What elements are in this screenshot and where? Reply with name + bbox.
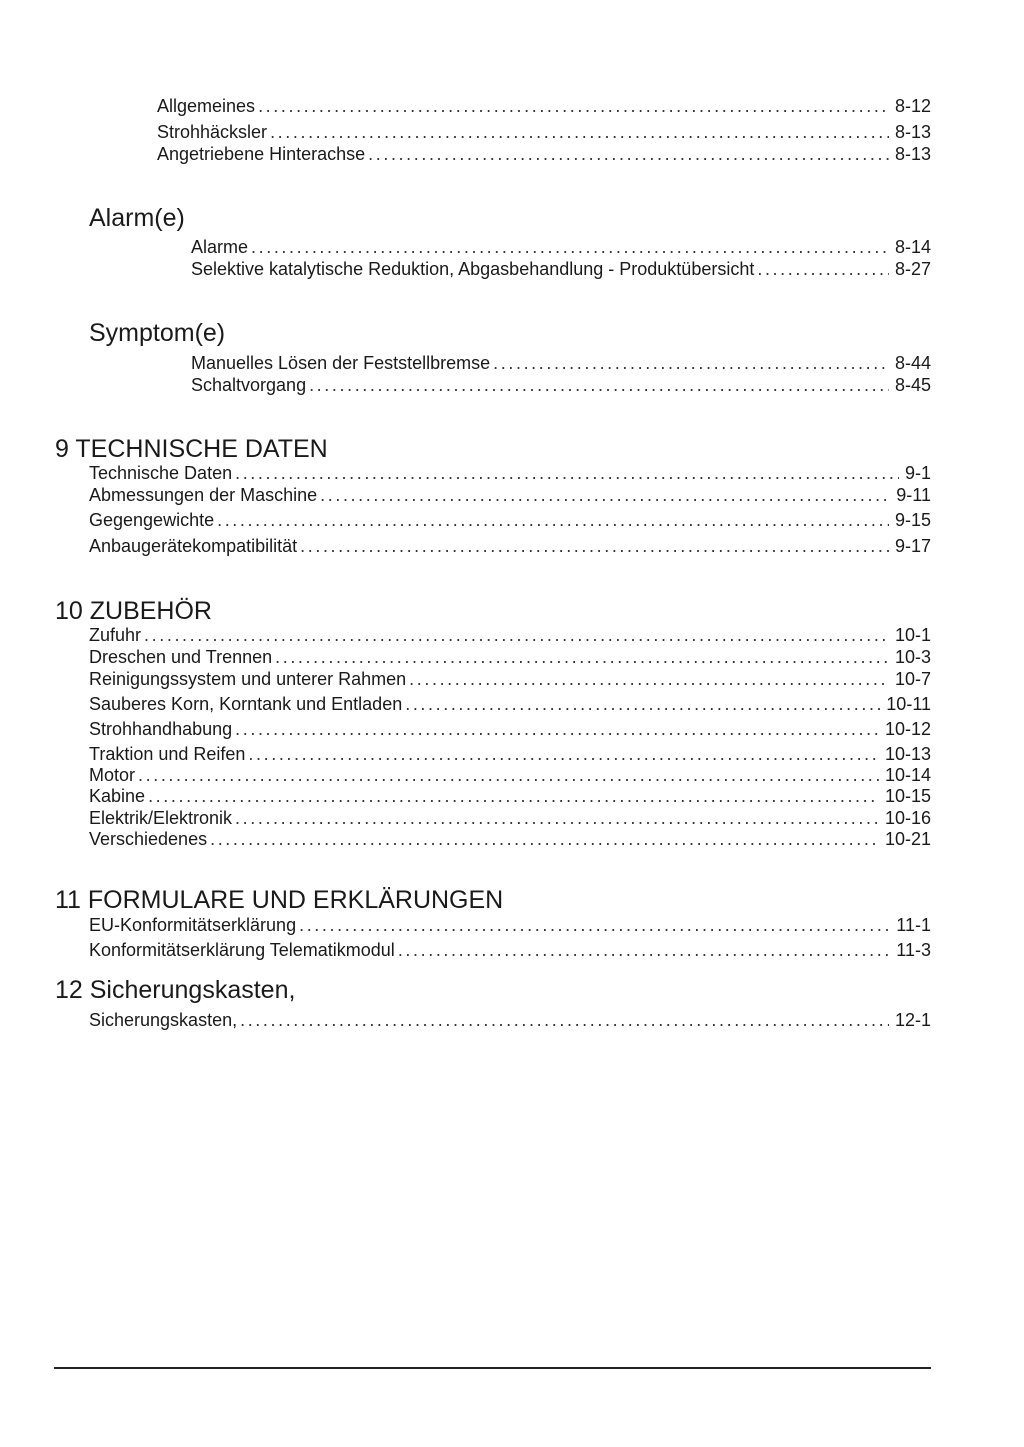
toc-entry-label: Manuelles Lösen der Feststellbremse — [191, 353, 491, 373]
toc-entry-page: 10-3 — [894, 647, 931, 667]
toc-entry[interactable] — [89, 785, 931, 807]
chapter-heading-9[interactable]: 9 TECHNISCHE DATEN — [55, 435, 328, 463]
dot-leader — [210, 828, 879, 850]
toc-entry-page: 9-1 — [904, 463, 931, 483]
toc-entry-label: Allgemeines — [157, 96, 256, 116]
toc-entry-label: Zufuhr — [89, 625, 142, 645]
toc-entry-label: Motor — [89, 765, 136, 785]
toc-entry-page: 8-12 — [894, 96, 931, 116]
toc-entry[interactable] — [89, 668, 931, 690]
toc-entry-page: 9-15 — [894, 510, 931, 530]
toc-entry-label: Elektrik/Elektronik — [89, 808, 233, 828]
dot-leader — [148, 785, 879, 807]
toc-entry[interactable] — [89, 624, 931, 646]
toc-entry-page: 8-44 — [894, 353, 931, 373]
toc-entry[interactable] — [89, 764, 931, 786]
toc-entry-label: EU-Konformitätserklärung — [89, 915, 297, 935]
toc-entry-label: Kabine — [89, 786, 146, 806]
toc-entry[interactable] — [191, 236, 931, 258]
dot-leader — [368, 143, 889, 165]
toc-entry-label: Angetriebene Hinterachse — [157, 144, 366, 164]
toc-entry-page: 10-7 — [894, 669, 931, 689]
toc-entry[interactable] — [89, 939, 931, 961]
toc-entry-label: Reinigungssystem und unterer Rahmen — [89, 669, 407, 689]
dot-leader — [320, 484, 890, 506]
footer-divider — [54, 1367, 931, 1369]
toc-entry[interactable] — [191, 352, 931, 374]
toc-entry-page: 9-17 — [894, 536, 931, 556]
toc-entry-label: Konformitätserklärung Telematikmodul — [89, 940, 395, 960]
dot-leader — [309, 374, 889, 396]
toc-entry-page: 11-3 — [896, 940, 931, 960]
toc-entry[interactable] — [89, 718, 931, 740]
toc-entry[interactable] — [89, 484, 931, 506]
toc-entry[interactable] — [89, 462, 931, 484]
chapter-heading-11[interactable]: 11 FORMULARE UND ERKLÄRUNGEN — [55, 886, 504, 914]
toc-entry-label: Strohhäcksler — [157, 122, 268, 142]
toc-entry-page: 10-11 — [886, 694, 931, 714]
dot-leader — [217, 509, 889, 531]
dot-leader — [258, 95, 889, 117]
toc-entry-label: Traktion und Reifen — [89, 744, 246, 764]
toc-entry[interactable] — [89, 828, 931, 850]
dot-leader — [299, 914, 890, 936]
toc-entry-label: Gegengewichte — [89, 510, 215, 530]
dot-leader — [409, 668, 889, 690]
toc-entry-label: Sauberes Korn, Korntank und Entladen — [89, 694, 403, 714]
toc-entry-page: 10-21 — [884, 829, 931, 849]
dot-leader — [240, 1009, 889, 1031]
dot-leader — [138, 764, 879, 786]
toc-entry[interactable] — [89, 1009, 931, 1031]
toc-entry[interactable] — [157, 121, 931, 143]
toc-entry-page: 8-14 — [894, 237, 931, 257]
dot-leader — [251, 236, 889, 258]
toc-entry[interactable] — [89, 807, 931, 829]
dot-leader — [275, 646, 889, 668]
chapter-heading-10[interactable]: 10 ZUBEHÖR — [55, 597, 212, 625]
toc-entry-label: Dreschen und Trennen — [89, 647, 273, 667]
toc-entry[interactable] — [89, 509, 931, 531]
dot-leader — [235, 807, 879, 829]
toc-entry-page: 9-11 — [896, 485, 931, 505]
toc-entry-page: 10-12 — [884, 719, 931, 739]
dot-leader — [144, 624, 889, 646]
dot-leader — [757, 258, 889, 280]
toc-entry-page: 8-27 — [894, 259, 931, 279]
dot-leader — [405, 693, 880, 715]
toc-entry-label: Selektive katalytische Reduktion, Abgasbehandlung - Produktübersicht — [191, 259, 755, 279]
toc-entry-page: 10-14 — [884, 765, 931, 785]
toc-entry[interactable] — [89, 535, 931, 557]
toc-entry-page: 10-15 — [884, 786, 931, 806]
toc-entry[interactable] — [89, 646, 931, 668]
chapter-heading-12[interactable]: 12 Sicherungskasten, — [55, 976, 296, 1004]
toc-entry[interactable] — [157, 143, 931, 165]
toc-entry-label: Alarme — [191, 237, 249, 257]
dot-leader — [398, 939, 890, 961]
toc-entry-label: Verschiedenes — [89, 829, 208, 849]
toc-entry[interactable] — [89, 743, 931, 765]
dot-leader — [493, 352, 889, 374]
dot-leader — [235, 462, 899, 484]
toc-entry-page: 8-13 — [894, 144, 931, 164]
toc-entry-page: 10-13 — [884, 744, 931, 764]
toc-entry[interactable] — [191, 258, 931, 280]
section-heading-alarm[interactable]: Alarm(e) — [89, 204, 185, 232]
dot-leader — [300, 535, 889, 557]
dot-leader — [235, 718, 879, 740]
toc-entry-label: Anbaugerätekompatibilität — [89, 536, 298, 556]
dot-leader — [270, 121, 889, 143]
toc-entry-page: 8-45 — [894, 375, 931, 395]
toc-entry-label: Strohhandhabung — [89, 719, 233, 739]
toc-entry-page: 11-1 — [896, 915, 931, 935]
toc-entry[interactable] — [191, 374, 931, 396]
toc-entry-page: 8-13 — [894, 122, 931, 142]
toc-entry[interactable] — [89, 914, 931, 936]
toc-entry[interactable] — [89, 693, 931, 715]
section-heading-symptom[interactable]: Symptom(e) — [89, 319, 226, 347]
toc-entry-label: Sicherungskasten, — [89, 1010, 238, 1030]
toc-entry-page: 12-1 — [894, 1010, 931, 1030]
toc-entry-label: Schaltvorgang — [191, 375, 307, 395]
toc-entry-page: 10-1 — [894, 625, 931, 645]
toc-entry[interactable] — [157, 95, 931, 117]
toc-entry-label: Abmessungen der Maschine — [89, 485, 318, 505]
toc-entry-label: Technische Daten — [89, 463, 233, 483]
dot-leader — [248, 743, 879, 765]
toc-entry-page: 10-16 — [884, 808, 931, 828]
